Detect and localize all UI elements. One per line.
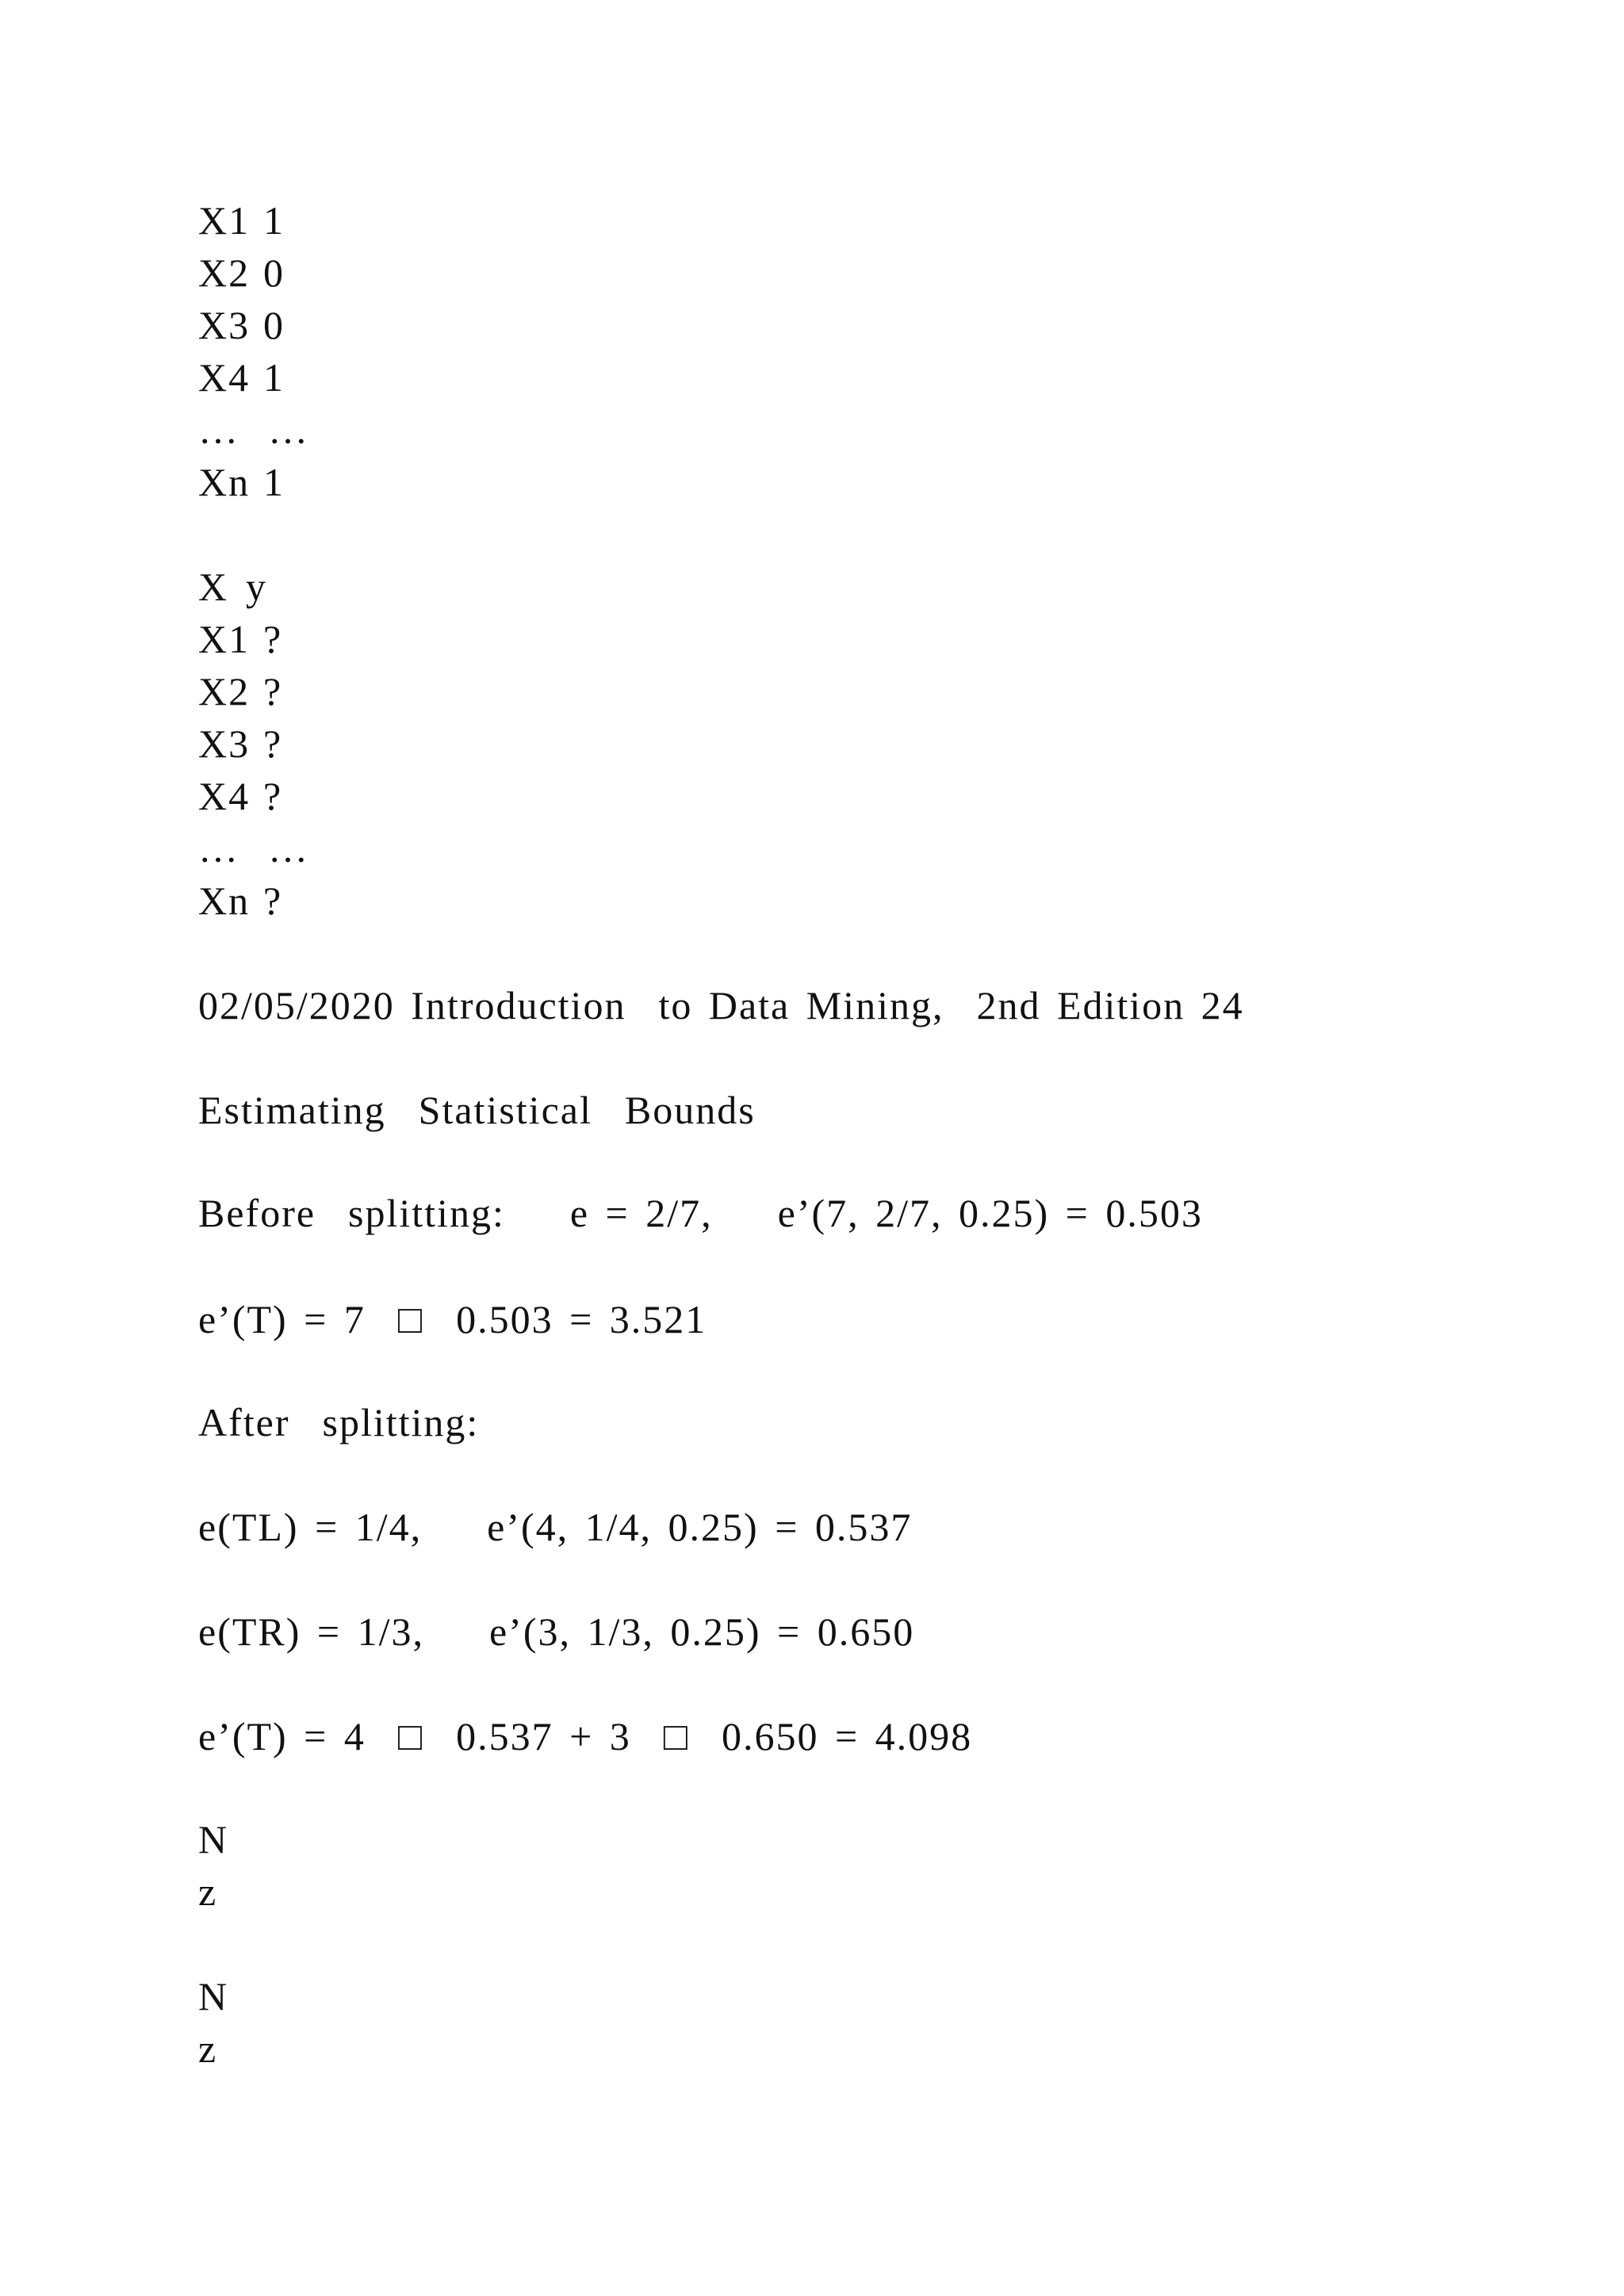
before-total-text: e’(T) = 7 □ 0.503 = 3.521 [198, 1297, 707, 1341]
formula-symbol: z [198, 1869, 218, 1914]
table-header-cell: X [198, 564, 229, 609]
table-row [198, 197, 285, 244]
table-cell: 1 [263, 460, 285, 504]
table-cell: Xn [198, 878, 251, 923]
table-cell: ? [263, 878, 283, 923]
table-cell: X1 [198, 198, 251, 243]
table-row [198, 249, 285, 297]
table-row [198, 406, 309, 453]
table-row [198, 772, 282, 820]
table-cell: 1 [263, 355, 285, 400]
table-row [198, 615, 282, 663]
table-row [198, 825, 309, 872]
table-cell: X3 [198, 721, 251, 766]
table-row [198, 668, 282, 715]
formula-symbol: z [198, 2026, 218, 2071]
after-splitting-label: After splitting: [198, 1400, 480, 1445]
table-cell: X2 [198, 251, 251, 295]
after-left-text: e(TL) = 1/4, e’(4, 1/4, 0.25) = 0.537 [198, 1505, 913, 1549]
table-row [198, 458, 285, 506]
table-cell: X3 [198, 303, 251, 347]
table-row [198, 301, 285, 349]
table-cell: X4 [198, 774, 251, 818]
formula-symbol: N [198, 1974, 229, 2019]
after-total-text: e’(T) = 4 □ 0.537 + 3 □ 0.650 = 4.098 [198, 1714, 973, 1758]
table-row [198, 354, 285, 401]
table-cell: Xn [198, 460, 251, 504]
table-cell: ? [263, 721, 283, 766]
table-cell: ? [263, 774, 283, 818]
table-cell: … [268, 408, 309, 452]
table-cell: … [198, 408, 239, 452]
table-row [198, 720, 282, 767]
table-cell: 0 [263, 251, 285, 295]
table-cell: 1 [263, 198, 285, 243]
table-header [198, 563, 267, 610]
table-row [198, 877, 282, 924]
table-cell: X2 [198, 669, 251, 714]
table-cell: X4 [198, 355, 251, 400]
table-header-cell: y [246, 564, 267, 609]
table-cell: ? [263, 617, 283, 661]
after-right-text: e(TR) = 1/3, e’(3, 1/3, 0.25) = 0.650 [198, 1609, 915, 1654]
slide-footer: 02/05/2020 Introduction to Data Mining, 2nd Edition 24 [198, 983, 1244, 1027]
table-cell: ? [263, 669, 283, 714]
section-title: Estimating Statistical Bounds [198, 1088, 756, 1132]
table-cell: … [268, 826, 309, 871]
before-splitting-text: Before splitting: e = 2/7, e’(7, 2/7, 0.25) = 0.503 [198, 1191, 1203, 1235]
table-cell: X1 [198, 617, 251, 661]
table-cell: 0 [263, 303, 285, 347]
table-cell: … [198, 826, 239, 871]
formula-symbol: N [198, 1817, 229, 1862]
